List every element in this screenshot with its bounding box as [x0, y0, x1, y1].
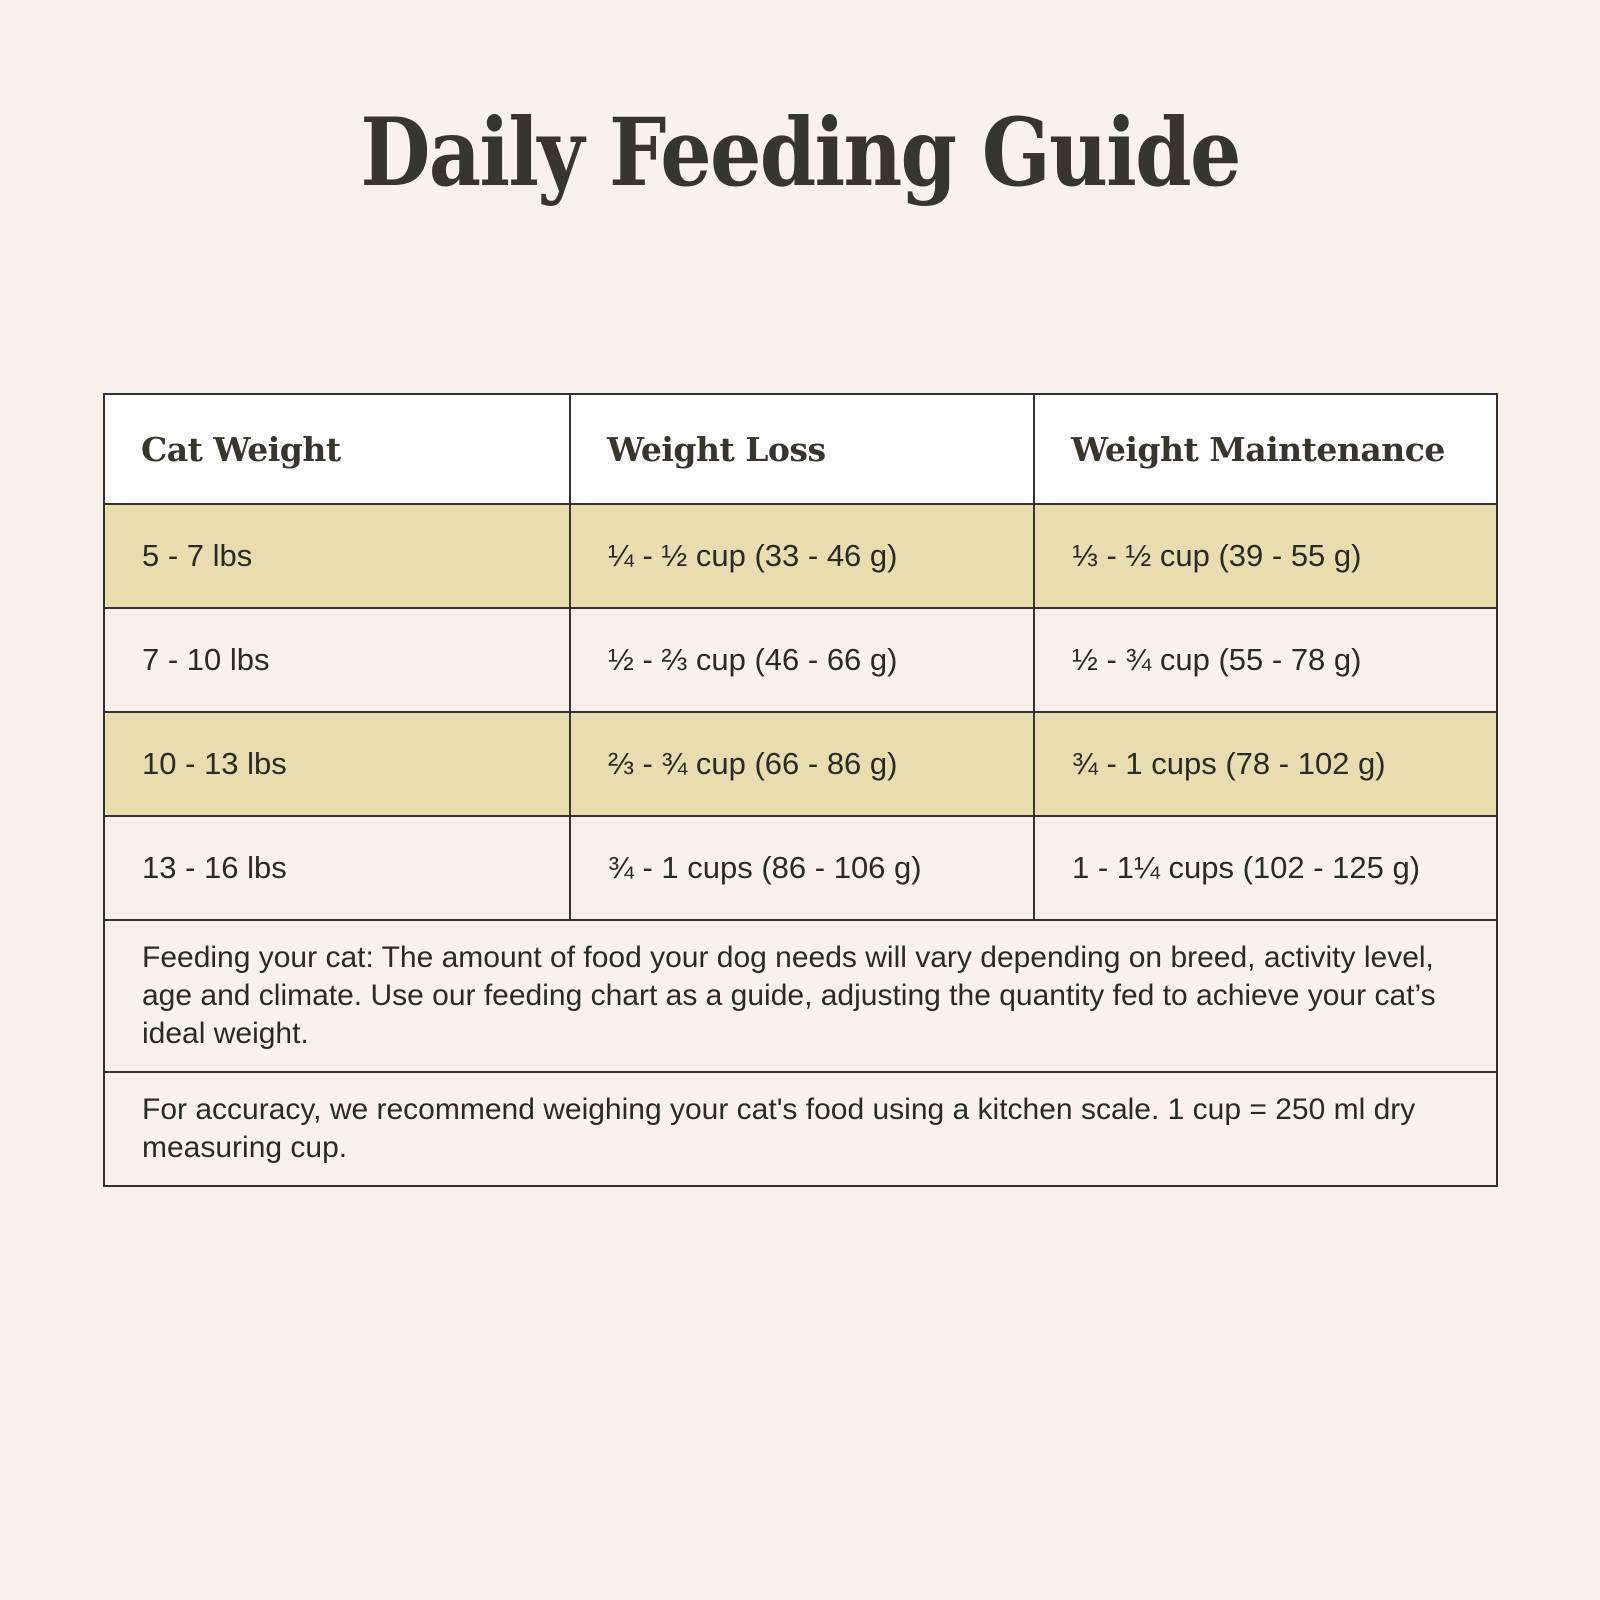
cell-weight-loss: ¼ - ½ cup (33 - 46 g): [570, 504, 1034, 608]
column-header-cat-weight: Cat Weight: [104, 394, 570, 504]
table-row: [104, 504, 1497, 608]
cell-cat-weight: 7 - 10 lbs: [104, 608, 570, 712]
table-body: [104, 504, 1497, 1186]
cell-weight-maintenance: ½ - ¾ cup (55 - 78 g): [1034, 608, 1497, 712]
table-row: [104, 712, 1497, 816]
column-header-weight-maintenance: Weight Maintenance: [1034, 394, 1497, 504]
table-header: [104, 394, 1497, 504]
page-title: Daily Feeding Guide: [360, 98, 1240, 208]
column-header-weight-loss: Weight Loss: [570, 394, 1034, 504]
table-header-row: [104, 394, 1497, 504]
cell-weight-maintenance: 1 - 1¼ cups (102 - 125 g): [1034, 816, 1497, 920]
feeding-advice-note: Feeding your cat: The amount of food your dog needs will vary depending on breed, activity level, age and climate. Use our feeding chart as a guide, adjusting the quantity fed to achieve your cat’s ideal weight.: [104, 920, 1497, 1072]
cell-weight-loss: ⅔ - ¾ cup (66 - 86 g): [570, 712, 1034, 816]
table-note-row: [104, 920, 1497, 1072]
table-note-row: [104, 1072, 1497, 1186]
cell-weight-maintenance: ¾ - 1 cups (78 - 102 g): [1034, 712, 1497, 816]
cell-weight-loss: ½ - ⅔ cup (46 - 66 g): [570, 608, 1034, 712]
table-row: [104, 816, 1497, 920]
cell-cat-weight: 5 - 7 lbs: [104, 504, 570, 608]
cell-weight-maintenance: ⅓ - ½ cup (39 - 55 g): [1034, 504, 1497, 608]
cell-cat-weight: 10 - 13 lbs: [104, 712, 570, 816]
cell-weight-loss: ¾ - 1 cups (86 - 106 g): [570, 816, 1034, 920]
measuring-accuracy-note: For accuracy, we recommend weighing your cat's food using a kitchen scale. 1 cup = 250 ml dry measuring cup.: [104, 1072, 1497, 1186]
cell-cat-weight: 13 - 16 lbs: [104, 816, 570, 920]
table-row: [104, 608, 1497, 712]
feeding-guide-table: [103, 393, 1498, 1187]
